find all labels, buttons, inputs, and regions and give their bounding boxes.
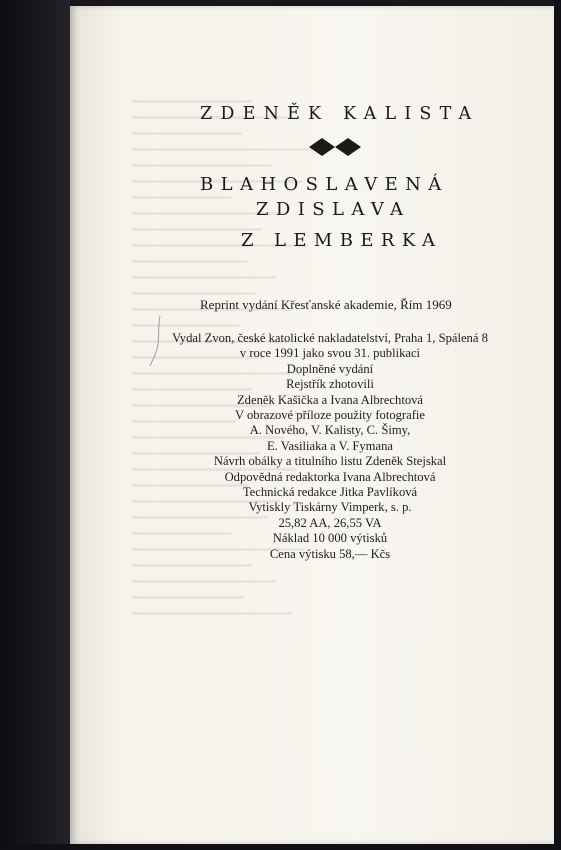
colophon-line: Návrh obálky a titulního listu Zdeněk Stejskal — [213, 454, 447, 469]
colophon — [130, 331, 530, 562]
colophon-line: Vytiskly Tiskárny Vimperk, s. p. — [248, 500, 412, 515]
colophon-line: Náklad 10 000 výtisků — [272, 531, 388, 546]
scan-right-edge — [554, 0, 561, 850]
colophon-line: Technická redakce Jitka Pavlíková — [242, 485, 418, 500]
colophon-line: Zdeněk Kašička a Ivana Albrechtová — [236, 392, 424, 407]
colophon-line: Rejstřík zhotovili — [286, 377, 374, 392]
colophon-line: Cena výtisku 58,— Kčs — [269, 546, 391, 561]
colophon-line: 25,82 AA, 26,55 VA — [278, 515, 382, 530]
colophon-line: Doplněné vydání — [286, 361, 374, 376]
author-name: ZDENĚK KALISTA — [200, 104, 480, 124]
title-line-1: BLAHOSLAVENÁ — [200, 174, 449, 195]
diamond-pair-ornament-icon — [309, 137, 361, 157]
colophon-line: A. Nového, V. Kalisty, C. Šimy, — [249, 423, 411, 438]
colophon-line: E. Vasiliaka a V. Fymana — [267, 438, 393, 453]
reprint-note: Reprint vydání Křesťanské akademie, Řím 1969 — [200, 297, 452, 312]
book-spine-shadow — [0, 0, 70, 850]
colophon-line: V obrazové příloze použity fotografie — [234, 408, 425, 423]
colophon-line: v roce 1991 jako svou 31. publikaci — [239, 346, 421, 361]
colophon-line: Vydal Zvon, české katolické nakladatelství, Praha 1, Spálená 8 — [172, 331, 488, 345]
title-line-3: Z LEMBERKA — [241, 230, 443, 251]
colophon-line: Odpovědná redaktorka Ivana Albrechtová — [224, 469, 436, 484]
scan-bottom-edge — [0, 844, 561, 850]
title-line-2: ZDISLAVA — [256, 199, 411, 220]
